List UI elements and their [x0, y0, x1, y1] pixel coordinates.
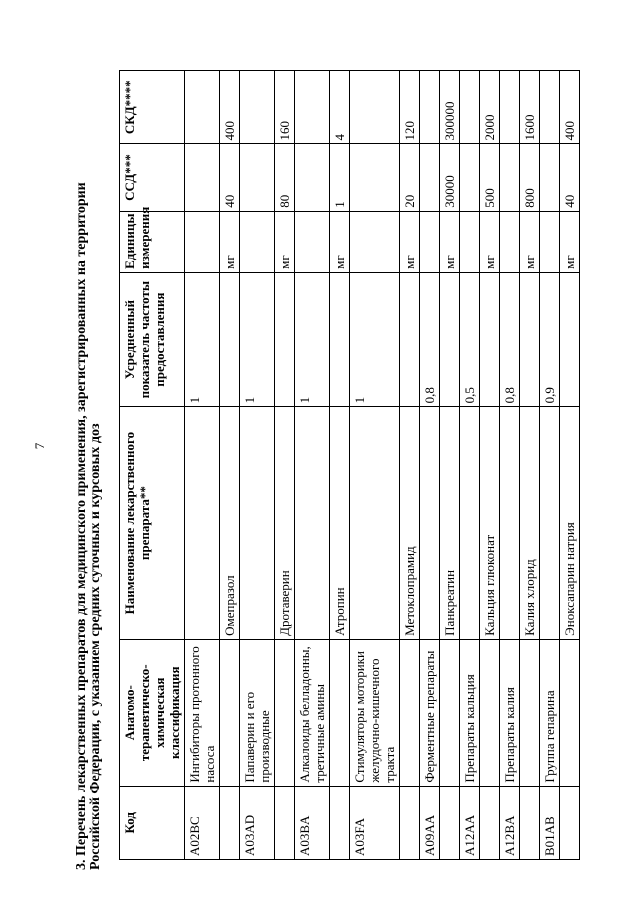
cell-ssd: 40	[560, 144, 580, 211]
cell-freq: 1	[350, 272, 400, 407]
cell-ssd	[460, 144, 480, 211]
cell-skd: 4	[330, 71, 350, 144]
cell-skd: 120	[400, 71, 420, 144]
cell-ssd	[185, 144, 220, 211]
table-row	[295, 71, 330, 860]
cell-drug: Омепразол	[220, 407, 240, 639]
cell-ssd	[350, 144, 400, 211]
table-row	[480, 71, 500, 860]
cell-code: A02BC	[185, 786, 220, 859]
cell-unit: мг	[330, 211, 350, 272]
cell-drug: Кальция глюконат	[480, 407, 500, 639]
cell-drug	[420, 407, 440, 639]
cell-unit: мг	[220, 211, 240, 272]
cell-freq	[480, 272, 500, 407]
cell-atc: Группа гепарина	[540, 639, 560, 786]
cell-freq	[520, 272, 540, 407]
drug-table	[119, 70, 580, 860]
cell-ssd: 800	[520, 144, 540, 211]
cell-atc	[560, 639, 580, 786]
cell-drug	[500, 407, 520, 639]
cell-atc: Алкалоиды белладонны, третичные амины	[295, 639, 330, 786]
cell-ssd	[240, 144, 275, 211]
cell-ssd	[540, 144, 560, 211]
header-ssd: ССД***	[120, 144, 185, 211]
table-row	[275, 71, 295, 860]
cell-skd: 300000	[440, 71, 460, 144]
table-row	[240, 71, 275, 860]
table-row	[540, 71, 560, 860]
cell-code	[330, 786, 350, 859]
cell-unit	[420, 211, 440, 272]
cell-unit	[350, 211, 400, 272]
cell-drug: Метоклопрамид	[400, 407, 420, 639]
cell-atc	[275, 639, 295, 786]
cell-atc	[220, 639, 240, 786]
heading-line-1: 3. Перечень лекарственных препаратов для медицинского применения, зарегистрированных на территории	[74, 182, 89, 870]
cell-code: A03BA	[295, 786, 330, 859]
cell-freq: 1	[295, 272, 330, 407]
cell-atc: Папаверин и его производные	[240, 639, 275, 786]
cell-unit: мг	[440, 211, 460, 272]
cell-skd	[460, 71, 480, 144]
cell-code	[520, 786, 540, 859]
table-row	[350, 71, 400, 860]
cell-code	[560, 786, 580, 859]
cell-code: A03AD	[240, 786, 275, 859]
cell-drug	[540, 407, 560, 639]
cell-freq	[275, 272, 295, 407]
cell-atc: Ингибиторы протонного насоса	[185, 639, 220, 786]
cell-skd: 400	[560, 71, 580, 144]
cell-atc	[520, 639, 540, 786]
cell-drug	[460, 407, 480, 639]
page-number: 7	[32, 442, 47, 450]
cell-freq: 0,5	[460, 272, 480, 407]
cell-drug: Панкреатин	[440, 407, 460, 639]
rotated-page-content	[75, 50, 585, 870]
cell-freq: 0,9	[540, 272, 560, 407]
cell-unit	[500, 211, 520, 272]
cell-freq: 1	[185, 272, 220, 407]
cell-atc	[480, 639, 500, 786]
table-header-row	[120, 71, 185, 860]
table-row	[185, 71, 220, 860]
header-skd: СКД****	[120, 71, 185, 144]
table-body	[185, 71, 580, 860]
header-drug: Наименование лекарственного препарата**	[120, 407, 185, 639]
header-unit: Единицы измерения	[120, 211, 185, 272]
table-row	[500, 71, 520, 860]
cell-ssd: 30000	[440, 144, 460, 211]
cell-skd	[420, 71, 440, 144]
cell-freq: 1	[240, 272, 275, 407]
cell-ssd: 500	[480, 144, 500, 211]
header-atc: Анатомо-терапевтическо-химическая классификация	[120, 639, 185, 786]
cell-freq: 0,8	[420, 272, 440, 407]
cell-unit: мг	[520, 211, 540, 272]
cell-drug	[240, 407, 275, 639]
cell-drug	[185, 407, 220, 639]
cell-code: A09AA	[420, 786, 440, 859]
cell-ssd: 20	[400, 144, 420, 211]
cell-code	[220, 786, 240, 859]
table-row	[460, 71, 480, 860]
cell-drug: Эноксапарин натрия	[560, 407, 580, 639]
cell-ssd	[295, 144, 330, 211]
cell-drug: Атропин	[330, 407, 350, 639]
cell-skd	[240, 71, 275, 144]
cell-unit: мг	[400, 211, 420, 272]
cell-code	[440, 786, 460, 859]
cell-freq	[440, 272, 460, 407]
cell-unit: мг	[560, 211, 580, 272]
cell-freq	[330, 272, 350, 407]
cell-unit	[240, 211, 275, 272]
cell-drug: Калия хлорид	[520, 407, 540, 639]
cell-code: A12BA	[500, 786, 520, 859]
header-code: Код	[120, 786, 185, 859]
cell-skd	[500, 71, 520, 144]
header-frequency: Усредненный показатель частоты предоставления	[120, 272, 185, 407]
cell-unit	[540, 211, 560, 272]
cell-code: B01AB	[540, 786, 560, 859]
cell-freq	[400, 272, 420, 407]
cell-skd	[295, 71, 330, 144]
cell-freq	[560, 272, 580, 407]
cell-atc	[330, 639, 350, 786]
cell-unit: мг	[480, 211, 500, 272]
cell-drug: Дротаверин	[275, 407, 295, 639]
cell-atc: Препараты калия	[500, 639, 520, 786]
cell-skd: 160	[275, 71, 295, 144]
cell-unit	[185, 211, 220, 272]
cell-drug	[295, 407, 330, 639]
cell-freq: 0,8	[500, 272, 520, 407]
cell-ssd: 40	[220, 144, 240, 211]
table-row	[400, 71, 420, 860]
cell-code	[400, 786, 420, 859]
table-row	[220, 71, 240, 860]
cell-skd	[185, 71, 220, 144]
cell-atc	[440, 639, 460, 786]
cell-unit: мг	[275, 211, 295, 272]
cell-atc: Стимуляторы моторики желудочно-кишечного тракта	[350, 639, 400, 786]
cell-atc: Препараты кальция	[460, 639, 480, 786]
table-row	[420, 71, 440, 860]
table-row	[330, 71, 350, 860]
cell-code: A12AA	[460, 786, 480, 859]
table-row	[560, 71, 580, 860]
cell-unit	[460, 211, 480, 272]
cell-code	[480, 786, 500, 859]
cell-atc: Ферментные препараты	[420, 639, 440, 786]
table-row	[440, 71, 460, 860]
section-heading	[75, 50, 103, 870]
heading-line-2: Российской Федерации, с указанием средних суточных и курсовых доз	[88, 423, 103, 870]
cell-ssd	[420, 144, 440, 211]
cell-freq	[220, 272, 240, 407]
cell-unit	[295, 211, 330, 272]
cell-ssd: 80	[275, 144, 295, 211]
cell-atc	[400, 639, 420, 786]
cell-skd	[540, 71, 560, 144]
cell-ssd: 1	[330, 144, 350, 211]
cell-drug	[350, 407, 400, 639]
cell-skd	[350, 71, 400, 144]
cell-ssd	[500, 144, 520, 211]
cell-skd: 2000	[480, 71, 500, 144]
table-row	[520, 71, 540, 860]
cell-code	[275, 786, 295, 859]
cell-code: A03FA	[350, 786, 400, 859]
cell-skd: 400	[220, 71, 240, 144]
cell-skd: 1600	[520, 71, 540, 144]
